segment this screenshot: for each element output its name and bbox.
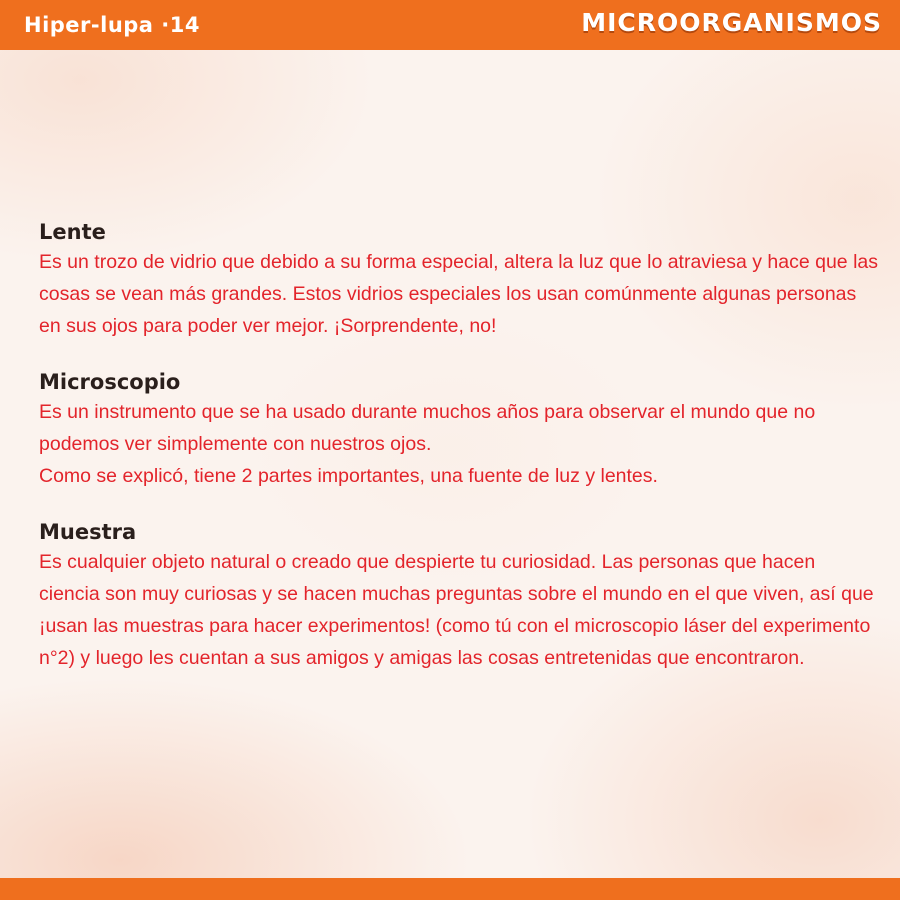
glossary-entry-muestra <box>39 518 879 674</box>
brand-title: MICROORGANISMOS <box>581 8 882 37</box>
term-heading: Microscopio <box>39 370 181 394</box>
glossary-entry-lente <box>39 218 879 342</box>
term-heading: Lente <box>39 220 106 244</box>
header-bar <box>0 0 900 50</box>
issue-label: Hiper-lupa ·14 <box>24 13 200 37</box>
glossary <box>39 218 879 700</box>
glossary-entry-microscopio <box>39 368 879 492</box>
footer-bar <box>0 878 900 900</box>
definition-text: Es un instrumento que se ha usado durante muchos años para observar el mundo que no podemos ver simplemente con nuestros ojos. <box>39 401 816 455</box>
definition-text: Como se explicó, tiene 2 partes importantes, una fuente de luz y lentes. <box>39 465 658 487</box>
definition-text: Es un trozo de vidrio que debido a su forma especial, altera la luz que lo atraviesa y hace que las cosas se vean más grandes. Estos vidrios especiales los usan comúnmente algunas personas en sus ojos para poder ver mejor. ¡Sorprendente, no! <box>39 251 878 337</box>
definition-text: Es cualquier objeto natural o creado que despierte tu curiosidad. Las personas que hacen ciencia son muy curiosas y se hacen muchas preguntas sobre el mundo en el que viven, así que ¡usan las muestras para hacer experimentos! (como tú con el microscopio láser del experimento n°2) y luego les cuentan a sus amigos y amigas las cosas entretenidas que encontraron. <box>39 551 874 669</box>
term-heading: Muestra <box>39 520 137 544</box>
